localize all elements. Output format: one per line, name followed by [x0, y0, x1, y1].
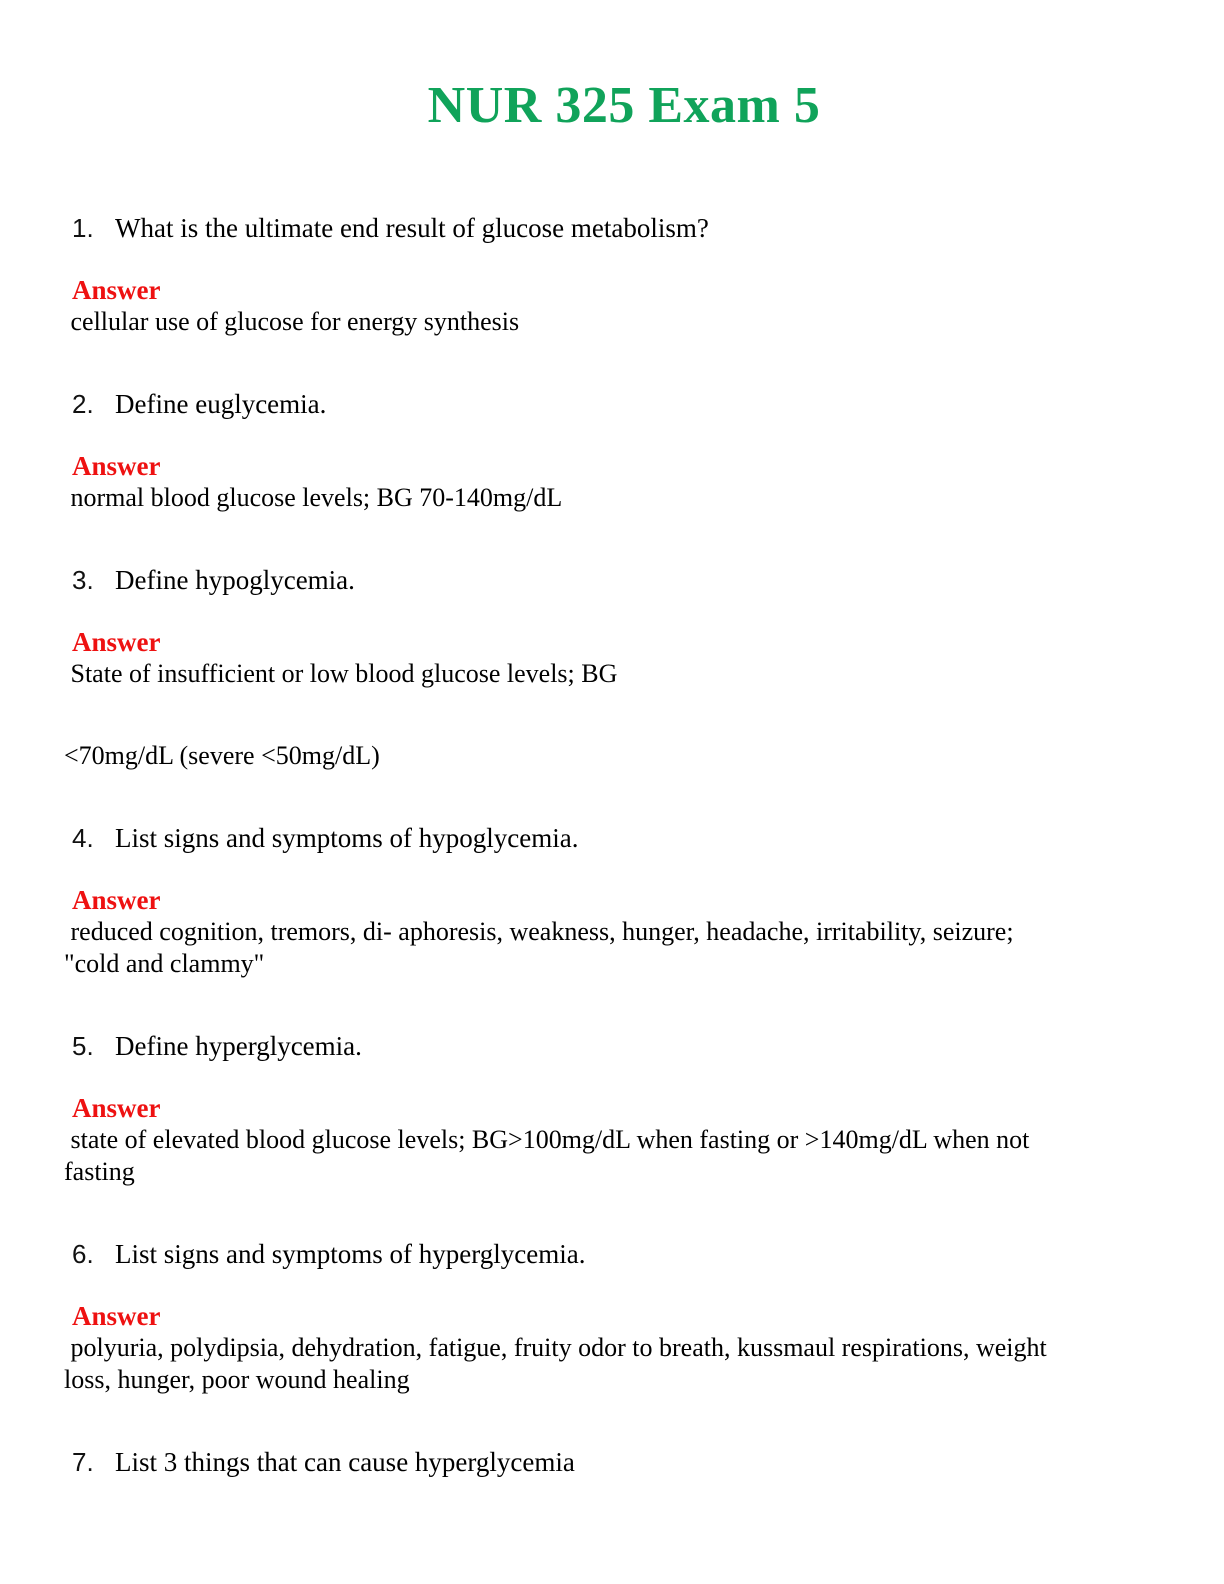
- answer-text-line: "cold and clammy": [64, 949, 265, 978]
- answer-text-line: <70mg/dL (severe <50mg/dL): [64, 741, 380, 770]
- answer-block-1: [64, 274, 1176, 338]
- question-text: List signs and symptoms of hyperglycemia.: [115, 1239, 586, 1269]
- question-text: List signs and symptoms of hypoglycemia.: [115, 823, 579, 853]
- question-text: What is the ultimate end result of glucose metabolism?: [115, 213, 709, 243]
- question-7: [72, 1446, 1176, 1478]
- answer-block-5: [64, 1092, 1176, 1188]
- question-number: 6.: [72, 1239, 94, 1269]
- answer-text-line: reduced cognition, tremors, di- aphoresis, weakness, hunger, headache, irritability, seizure;: [64, 917, 1014, 946]
- qa-section-2: [64, 388, 1176, 514]
- question-4: [72, 822, 1176, 854]
- answer-label: Answer: [72, 885, 161, 915]
- answer-block-3: [64, 626, 1176, 772]
- question-text: List 3 things that can cause hyperglycemia: [115, 1447, 575, 1477]
- page-title: NUR 325 Exam 5: [427, 77, 821, 134]
- question-number: 2.: [72, 389, 94, 419]
- question-number: 5.: [72, 1031, 94, 1061]
- answer-text-line: State of insufficient or low blood glucose levels; BG: [64, 659, 618, 688]
- qa-section-7: [72, 1446, 1176, 1478]
- answer-text-line: normal blood glucose levels; BG 70-140mg/dL: [64, 483, 563, 512]
- question-number: 3.: [72, 565, 94, 595]
- answer-label: Answer: [72, 275, 161, 305]
- answer-label: Answer: [72, 451, 161, 481]
- question-number: 4.: [72, 823, 94, 853]
- qa-section-6: [64, 1238, 1176, 1396]
- qa-section-4: [64, 822, 1176, 980]
- answer-label: Answer: [72, 1093, 161, 1123]
- question-6: [72, 1238, 1176, 1270]
- question-number: 7.: [72, 1447, 94, 1477]
- question-text: Define hyperglycemia.: [115, 1031, 362, 1061]
- answer-block-6: [64, 1300, 1176, 1396]
- answer-text-line: loss, hunger, poor wound healing: [64, 1365, 410, 1394]
- question-text: Define hypoglycemia.: [115, 565, 355, 595]
- answer-text-line: state of elevated blood glucose levels; BG>100mg/dL when fasting or >140mg/dL when not: [64, 1125, 1030, 1154]
- question-5: [72, 1030, 1176, 1062]
- question-number: 1.: [72, 213, 94, 243]
- answer-text-line: fasting: [64, 1157, 135, 1186]
- answer-block-4: [64, 884, 1176, 980]
- question-3: [72, 564, 1176, 596]
- question-2: [72, 388, 1176, 420]
- answer-text-line: polyuria, polydipsia, dehydration, fatigue, fruity odor to breath, kussmaul respirations, weight: [64, 1333, 1047, 1362]
- answer-text-line: cellular use of glucose for energy synthesis: [64, 307, 520, 336]
- answer-label: Answer: [72, 627, 161, 657]
- answer-label: Answer: [72, 1301, 161, 1331]
- qa-section-5: [64, 1030, 1176, 1188]
- answer-block-2: [64, 450, 1176, 514]
- question-text: Define euglycemia.: [115, 389, 327, 419]
- question-1: [72, 212, 1176, 244]
- qa-section-3: [64, 564, 1176, 772]
- qa-section-1: [64, 212, 1176, 338]
